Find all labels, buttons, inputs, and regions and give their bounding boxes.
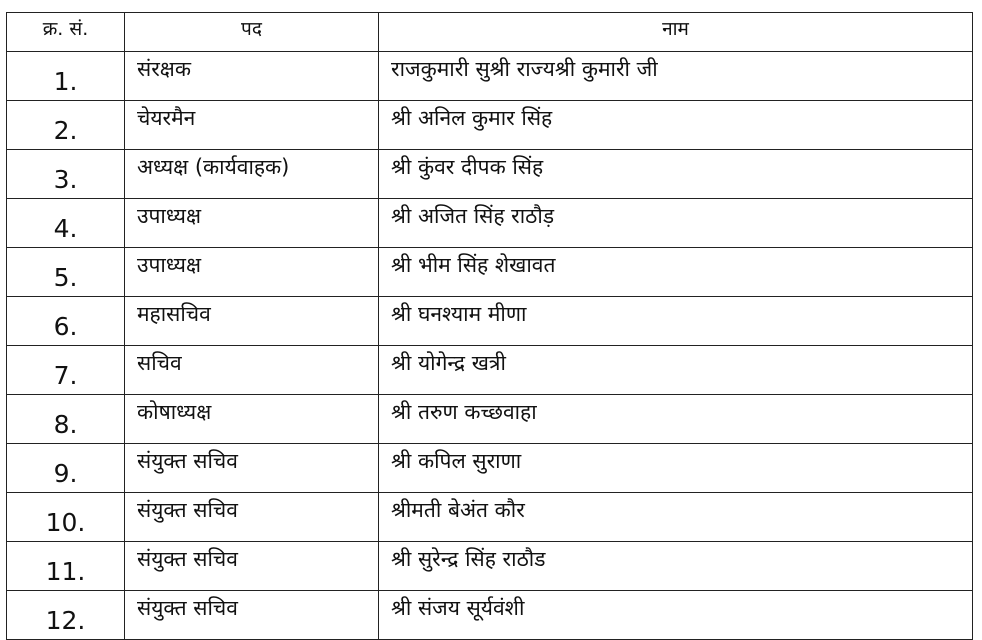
serial-number-cell: 7. [7, 346, 125, 395]
post-cell: संयुक्त सचिव [125, 542, 379, 591]
name-cell: श्री संजय सूर्यवंशी [379, 591, 973, 640]
table-row [7, 493, 973, 542]
table-row [7, 444, 973, 493]
table-row [7, 297, 973, 346]
table-row [7, 248, 973, 297]
table-row [7, 591, 973, 640]
table-row [7, 150, 973, 199]
post-cell: कोषाध्यक्ष [125, 395, 379, 444]
name-cell: राजकुमारी सुश्री राज्यश्री कुमारी जी [379, 52, 973, 101]
table-header [7, 13, 973, 52]
post-cell: उपाध्यक्ष [125, 199, 379, 248]
name-cell: श्री घनश्याम मीणा [379, 297, 973, 346]
post-cell: संयुक्त सचिव [125, 444, 379, 493]
name-cell: श्री अजित सिंह राठौड़ [379, 199, 973, 248]
post-cell: उपाध्यक्ष [125, 248, 379, 297]
table-row [7, 101, 973, 150]
serial-number-cell: 11. [7, 542, 125, 591]
name-cell: श्री तरुण कच्छवाहा [379, 395, 973, 444]
header-sno: क्र. सं. [7, 13, 125, 52]
serial-number-cell: 9. [7, 444, 125, 493]
table-row [7, 52, 973, 101]
post-cell: संयुक्त सचिव [125, 591, 379, 640]
serial-number-cell: 4. [7, 199, 125, 248]
table-row [7, 199, 973, 248]
header-row [7, 13, 973, 52]
post-cell: चेयरमैन [125, 101, 379, 150]
post-cell: महासचिव [125, 297, 379, 346]
table-row [7, 542, 973, 591]
serial-number-cell: 3. [7, 150, 125, 199]
table-body [7, 52, 973, 640]
name-cell: श्री भीम सिंह शेखावत [379, 248, 973, 297]
header-post: पद [125, 13, 379, 52]
name-cell: श्री सुरेन्द्र सिंह राठौड [379, 542, 973, 591]
office-bearers-table [6, 12, 973, 640]
name-cell: श्री कुंवर दीपक सिंह [379, 150, 973, 199]
post-cell: सचिव [125, 346, 379, 395]
table-row [7, 395, 973, 444]
post-cell: संरक्षक [125, 52, 379, 101]
name-cell: श्रीमती बेअंत कौर [379, 493, 973, 542]
name-cell: श्री योगेन्द्र खत्री [379, 346, 973, 395]
serial-number-cell: 8. [7, 395, 125, 444]
serial-number-cell: 2. [7, 101, 125, 150]
header-name: नाम [379, 13, 973, 52]
name-cell: श्री कपिल सुराणा [379, 444, 973, 493]
table-row [7, 346, 973, 395]
post-cell: अध्यक्ष (कार्यवाहक) [125, 150, 379, 199]
serial-number-cell: 6. [7, 297, 125, 346]
name-cell: श्री अनिल कुमार सिंह [379, 101, 973, 150]
serial-number-cell: 5. [7, 248, 125, 297]
post-cell: संयुक्त सचिव [125, 493, 379, 542]
serial-number-cell: 10. [7, 493, 125, 542]
serial-number-cell: 12. [7, 591, 125, 640]
serial-number-cell: 1. [7, 52, 125, 101]
